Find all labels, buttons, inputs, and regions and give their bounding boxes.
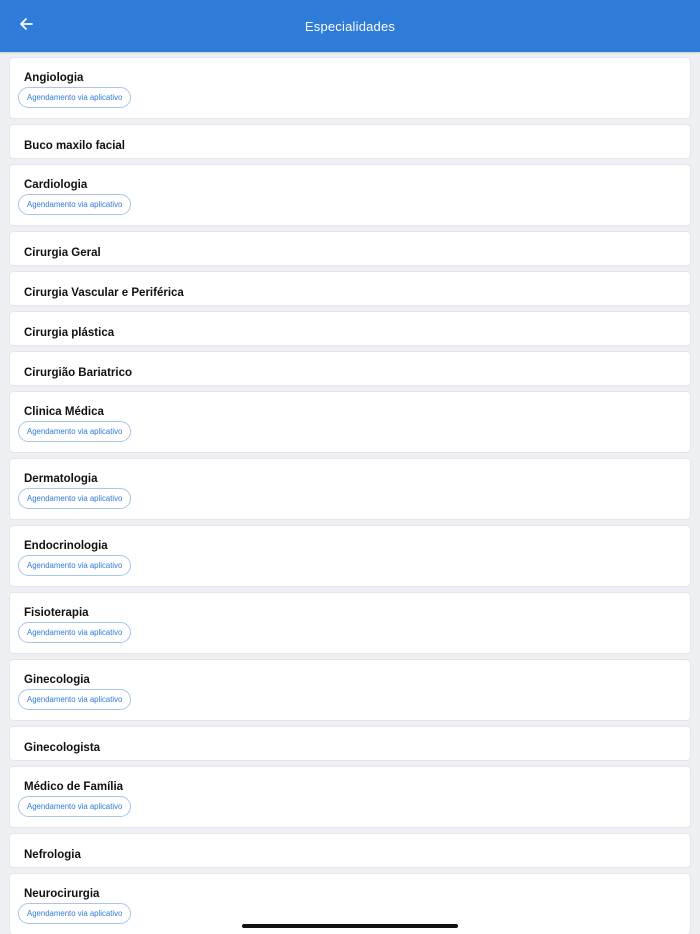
app-header — [0, 0, 700, 52]
specialty-name: Ginecologista — [24, 742, 101, 754]
specialty-card[interactable] — [9, 391, 691, 453]
page-title: Especialidades — [304, 18, 396, 34]
specialty-card[interactable] — [9, 592, 691, 654]
specialty-name: Buco maxilo facial — [24, 140, 125, 152]
specialty-card[interactable] — [9, 311, 691, 346]
specialty-name: Angiologia — [24, 72, 84, 84]
specialty-name: Médico de Família — [24, 781, 124, 793]
home-indicator — [242, 924, 458, 928]
specialty-name: Neurocirurgia — [24, 888, 100, 900]
specialty-name: Fisioterapia — [24, 607, 89, 619]
specialty-card[interactable] — [9, 124, 691, 159]
back-button[interactable] — [10, 10, 42, 42]
specialty-name: Cirurgia Geral — [24, 247, 101, 259]
specialty-name: Cirurgia plástica — [24, 327, 115, 339]
app-scheduling-badge: Agendamento via aplicativo — [18, 555, 131, 576]
specialty-list — [9, 57, 691, 934]
app-scheduling-badge: Agendamento via aplicativo — [18, 421, 131, 442]
specialty-card[interactable] — [9, 458, 691, 520]
app-scheduling-badge: Agendamento via aplicativo — [18, 796, 131, 817]
app-scheduling-badge: Agendamento via aplicativo — [18, 622, 131, 643]
app-scheduling-badge: Agendamento via aplicativo — [18, 903, 131, 924]
app-scheduling-badge: Agendamento via aplicativo — [18, 194, 131, 215]
app-scheduling-badge: Agendamento via aplicativo — [18, 87, 131, 108]
app-scheduling-badge: Agendamento via aplicativo — [18, 689, 131, 710]
specialty-name: Cardiologia — [24, 179, 88, 191]
app-scheduling-badge: Agendamento via aplicativo — [18, 488, 131, 509]
specialty-name: Nefrologia — [24, 849, 81, 861]
specialty-name: Endocrinologia — [24, 540, 108, 552]
specialty-name: Clinica Médica — [24, 406, 104, 418]
specialty-card[interactable] — [9, 57, 691, 119]
specialty-card[interactable] — [9, 231, 691, 266]
specialty-card[interactable] — [9, 164, 691, 226]
specialty-card[interactable] — [9, 726, 691, 761]
specialty-card[interactable] — [9, 659, 691, 721]
specialty-name: Ginecologia — [24, 674, 90, 686]
arrow-left-icon — [18, 16, 34, 37]
specialty-card[interactable] — [9, 833, 691, 868]
specialty-card[interactable] — [9, 351, 691, 386]
specialty-card[interactable] — [9, 271, 691, 306]
specialty-card[interactable] — [9, 525, 691, 587]
specialty-name: Cirurgia Vascular e Periférica — [24, 287, 184, 299]
specialty-card[interactable] — [9, 766, 691, 828]
specialty-name: Dermatologia — [24, 473, 98, 485]
specialty-name: Cirurgião Bariatrico — [24, 367, 132, 379]
